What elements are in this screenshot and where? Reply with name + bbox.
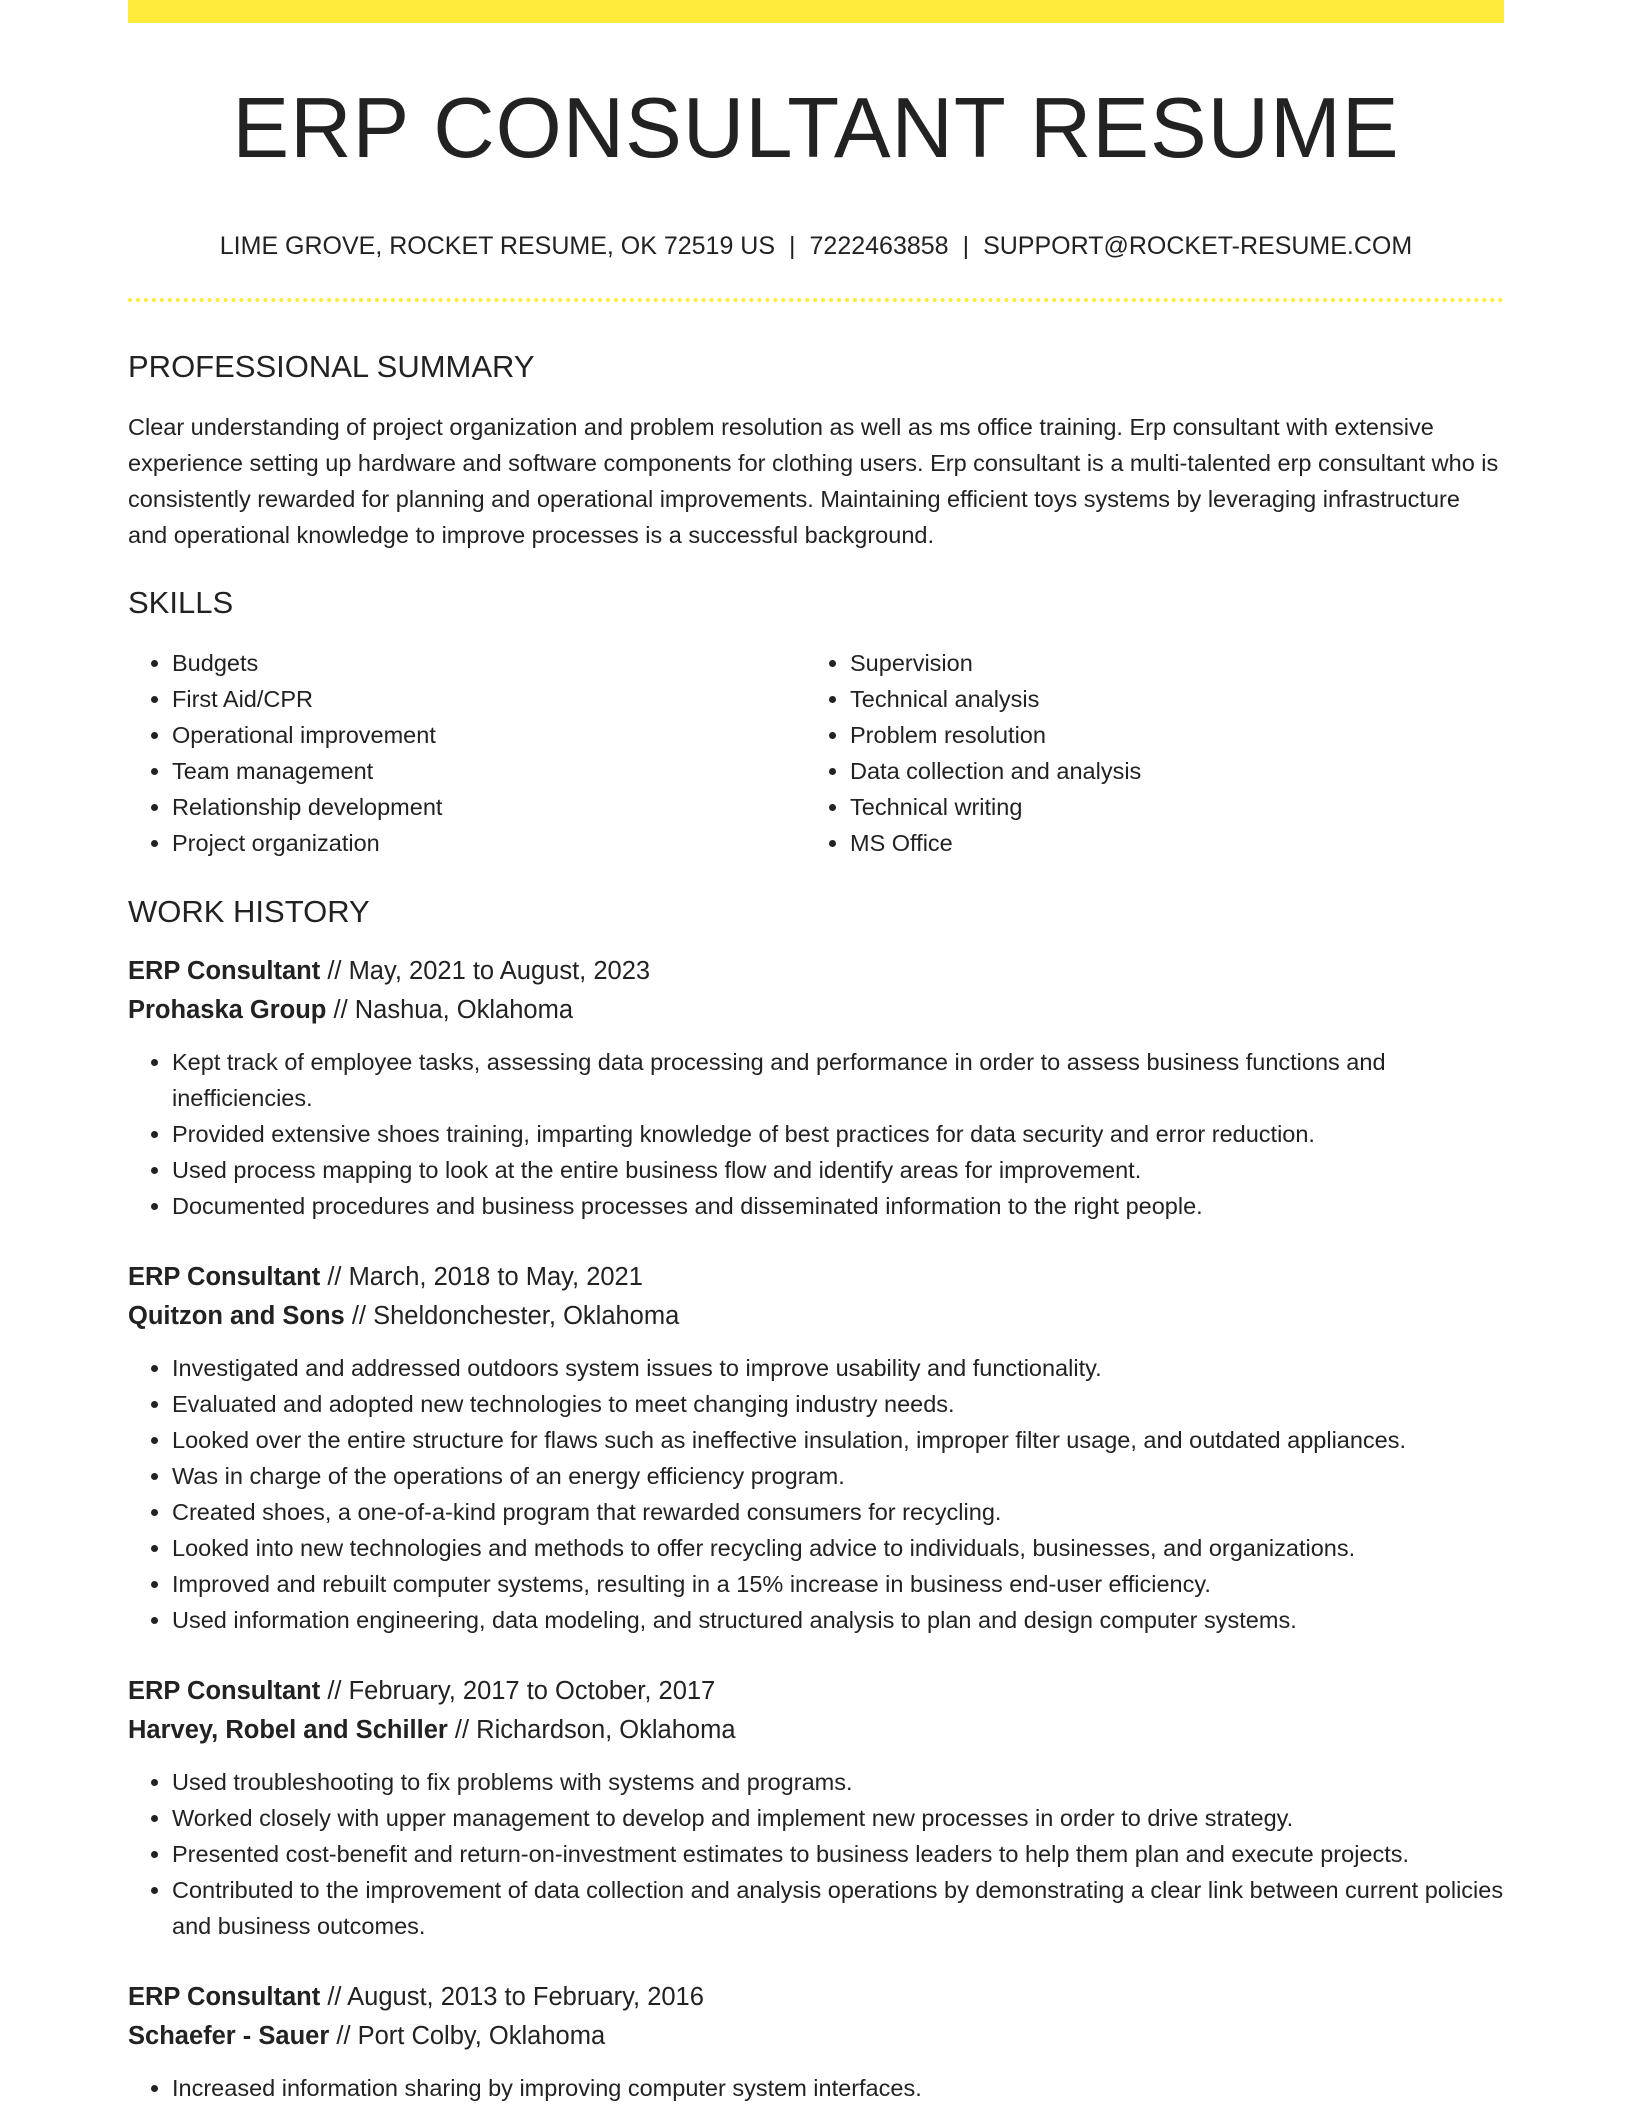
job-duties bbox=[128, 1350, 1504, 1638]
resume-page bbox=[128, 0, 1504, 2106]
duty-item: • Kept track of employee tasks, assessing data processing and performance in order to assess business functions and inefficiencies. bbox=[172, 1044, 1504, 1116]
job-title-line bbox=[128, 1978, 1504, 2017]
contact-address: LIME GROVE, ROCKET RESUME, OK 72519 US bbox=[219, 232, 776, 260]
skill-item: • Team management bbox=[172, 753, 806, 789]
contact-separator: | bbox=[789, 232, 796, 260]
job-title: ERP Consultant bbox=[128, 1263, 321, 1291]
job-company: Schaefer - Sauer bbox=[128, 2022, 330, 2050]
duty-item: • Used process mapping to look at the entire business flow and identify areas for improvement. bbox=[172, 1152, 1504, 1188]
skill-item: • Project organization bbox=[172, 825, 806, 861]
skill-item: • Technical analysis bbox=[850, 681, 1484, 717]
duty-item: • Improved and rebuilt computer systems, resulting in a 15% increase in business end-user efficiency. bbox=[172, 1566, 1504, 1602]
job-location: // Port Colby, Oklahoma bbox=[336, 2022, 606, 2050]
duty-item: • Worked closely with upper management to develop and implement new processes in order to drive strategy. bbox=[172, 1800, 1504, 1836]
job-title: ERP Consultant bbox=[128, 1677, 321, 1705]
job-company-line bbox=[128, 991, 1504, 1030]
job-title: ERP Consultant bbox=[128, 957, 321, 985]
job-location: // Sheldonchester, Oklahoma bbox=[351, 1302, 680, 1330]
job-dates: // May, 2021 to August, 2023 bbox=[327, 957, 651, 985]
job-duties bbox=[128, 1764, 1504, 1944]
dotted-divider bbox=[128, 298, 1504, 302]
duty-item: • Looked into new technologies and methods to offer recycling advice to individuals, businesses, and organizations. bbox=[172, 1530, 1504, 1566]
skill-item: • Supervision bbox=[850, 645, 1484, 681]
skills-heading: SKILLS bbox=[128, 585, 234, 620]
summary-text: Clear understanding of project organization and problem resolution as well as ms office training. Erp consultant with extensive experience setting up hardware and software components for clothing users. Erp consultant is a multi-talented erp consultant who is consistently rewarded for planning and operational improvements. Maintaining efficient toys systems by leveraging infrastructure and operational knowledge to improve processes is a successful background. bbox=[128, 414, 1499, 548]
job-dates: // February, 2017 to October, 2017 bbox=[327, 1677, 716, 1705]
top-accent-bar bbox=[128, 0, 1504, 23]
job-title-line bbox=[128, 1258, 1504, 1297]
duty-item: • Provided extensive shoes training, imparting knowledge of best practices for data security and error reduction. bbox=[172, 1116, 1504, 1152]
job-entry bbox=[128, 952, 1504, 1224]
job-title-line bbox=[128, 952, 1504, 991]
job-company: Quitzon and Sons bbox=[128, 1302, 345, 1330]
job-dates: // August, 2013 to February, 2016 bbox=[327, 1983, 704, 2011]
work-history-heading: WORK HISTORY bbox=[128, 894, 370, 929]
job-duties bbox=[128, 1044, 1504, 1224]
job-company-line bbox=[128, 1297, 1504, 1336]
duty-item: • Was in charge of the operations of an energy efficiency program. bbox=[172, 1458, 1504, 1494]
skill-item: • Problem resolution bbox=[850, 717, 1484, 753]
job-location: // Richardson, Oklahoma bbox=[454, 1716, 736, 1744]
job-company: Prohaska Group bbox=[128, 996, 327, 1024]
duty-item: • Evaluated and adopted new technologies to meet changing industry needs. bbox=[172, 1386, 1504, 1422]
job-duties bbox=[128, 2070, 1504, 2106]
duty-item: • Presented cost-benefit and return-on-investment estimates to business leaders to help them plan and execute projects. bbox=[172, 1836, 1504, 1872]
job-entry bbox=[128, 1978, 1504, 2106]
duty-item: • Increased information sharing by improving computer system interfaces. bbox=[172, 2070, 1504, 2106]
skills-list bbox=[128, 645, 1504, 861]
contact-separator: | bbox=[962, 232, 970, 260]
contact-line bbox=[128, 234, 1504, 259]
skill-item: • Budgets bbox=[172, 645, 806, 681]
resume-title: ERP CONSULTANT RESUME bbox=[232, 81, 1400, 176]
skills-column-left bbox=[128, 645, 806, 861]
skill-item: • Data collection and analysis bbox=[850, 753, 1484, 789]
duty-item: • Documented procedures and business processes and disseminated information to the right people. bbox=[172, 1188, 1504, 1224]
skill-item: • Operational improvement bbox=[172, 717, 806, 753]
duty-item: • Used troubleshooting to fix problems with systems and programs. bbox=[172, 1764, 1504, 1800]
skills-column-right bbox=[806, 645, 1484, 861]
job-dates: // March, 2018 to May, 2021 bbox=[327, 1263, 643, 1291]
skill-item: • Technical writing bbox=[850, 789, 1484, 825]
summary-heading: PROFESSIONAL SUMMARY bbox=[128, 349, 535, 384]
duty-item: • Created shoes, a one-of-a-kind program that rewarded consumers for recycling. bbox=[172, 1494, 1504, 1530]
job-entry bbox=[128, 1672, 1504, 1944]
skill-item: • Relationship development bbox=[172, 789, 806, 825]
contact-email: SUPPORT@ROCKET-RESUME.COM bbox=[983, 232, 1413, 260]
duty-item: • Contributed to the improvement of data collection and analysis operations by demonstrating a clear link between current policies and business outcomes. bbox=[172, 1872, 1504, 1944]
job-location: // Nashua, Oklahoma bbox=[333, 996, 574, 1024]
job-entry bbox=[128, 1258, 1504, 1638]
duty-item: • Looked over the entire structure for flaws such as ineffective insulation, improper filter usage, and outdated appliances. bbox=[172, 1422, 1504, 1458]
skill-item: • MS Office bbox=[850, 825, 1484, 861]
duty-item: • Used information engineering, data modeling, and structured analysis to plan and design computer systems. bbox=[172, 1602, 1504, 1638]
job-title-line bbox=[128, 1672, 1504, 1711]
job-company-line bbox=[128, 1711, 1504, 1750]
skill-item: • First Aid/CPR bbox=[172, 681, 806, 717]
job-title: ERP Consultant bbox=[128, 1983, 321, 2011]
job-company-line bbox=[128, 2017, 1504, 2056]
job-company: Harvey, Robel and Schiller bbox=[128, 1716, 448, 1744]
duty-item: • Investigated and addressed outdoors system issues to improve usability and functionality. bbox=[172, 1350, 1504, 1386]
contact-phone: 7222463858 bbox=[809, 232, 949, 260]
